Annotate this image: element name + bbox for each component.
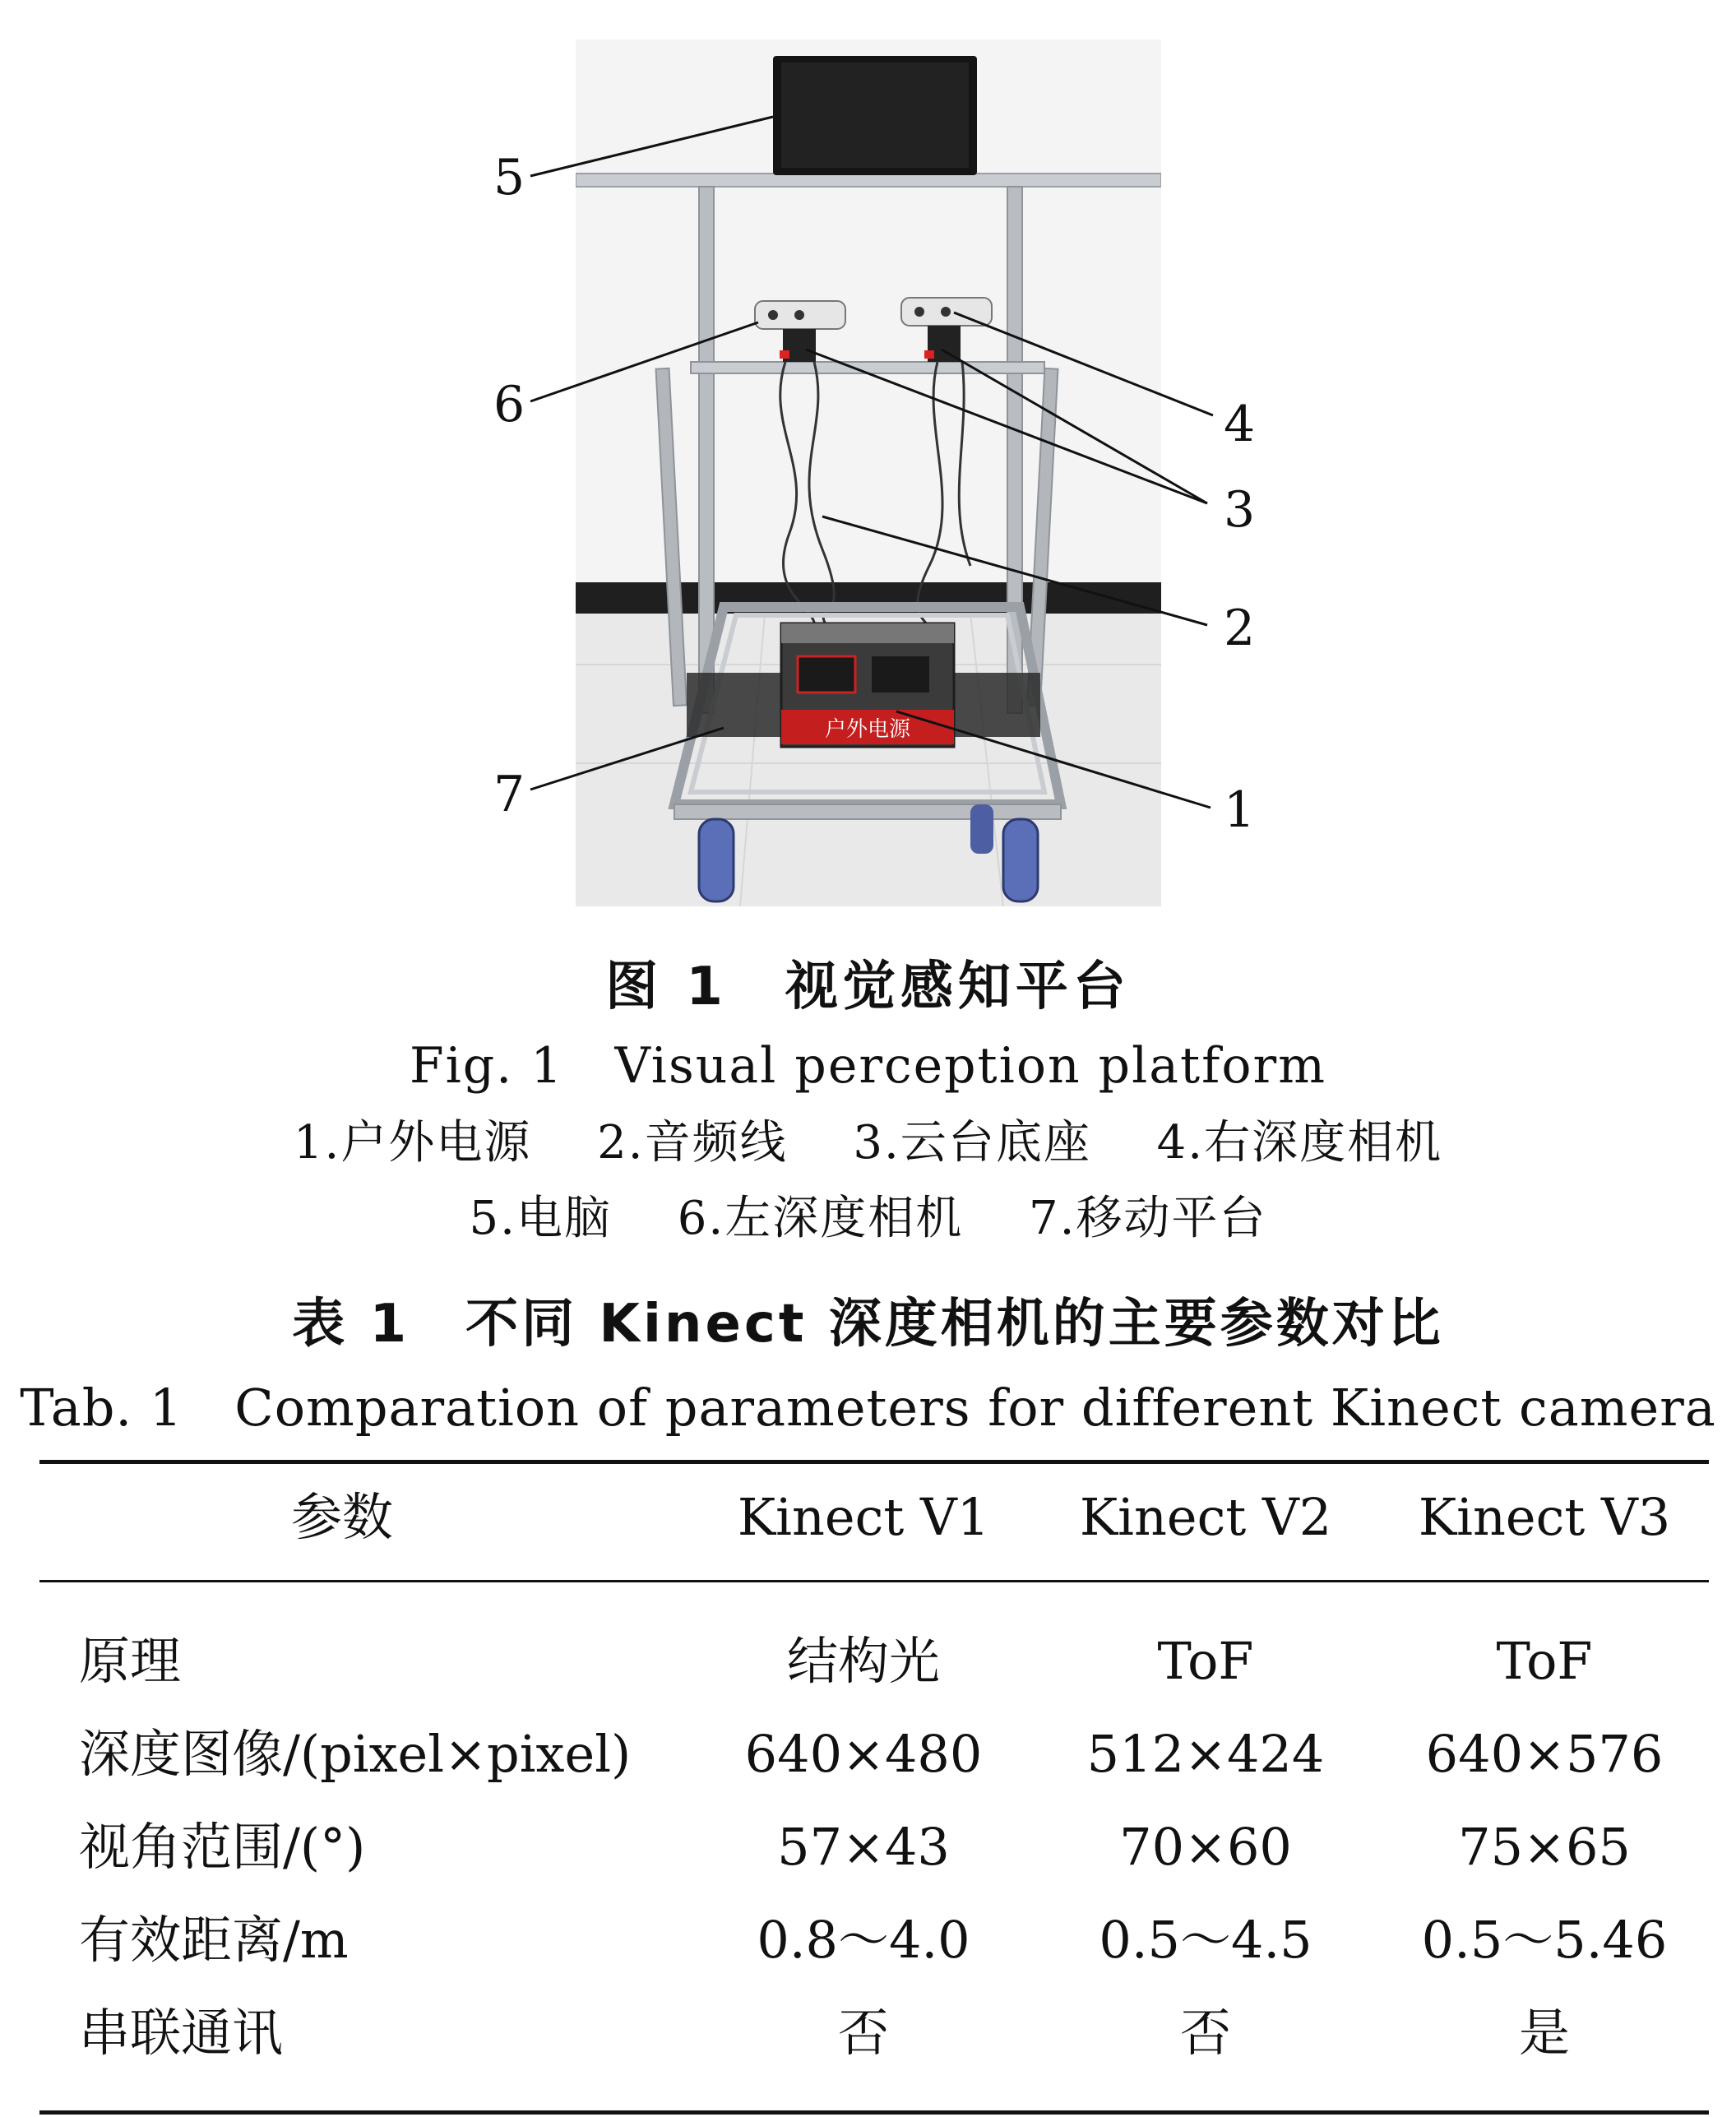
- table-cell: 0.8～4.0: [757, 1910, 970, 1970]
- table-cell: 否: [837, 2003, 889, 2063]
- legend-item: 1.户外电源: [293, 1116, 532, 1170]
- callout-4: 4: [1224, 396, 1256, 453]
- table-header-cell: Kinect V3: [1418, 1487, 1671, 1547]
- legend-item: 4.右深度相机: [1156, 1116, 1443, 1170]
- table-cell: 75×65: [1458, 1817, 1631, 1877]
- table-header-cell: Kinect V2: [1079, 1487, 1332, 1547]
- figure-title-en: Fig. 1 Visual perception platform: [409, 1037, 1327, 1095]
- legend-item: 7.移动平台: [1029, 1192, 1267, 1245]
- table-cell: 原理: [79, 1631, 182, 1691]
- table-cell: 深度图像/(pixel×pixel): [79, 1724, 632, 1784]
- table-cell: 0.5～5.46: [1421, 1910, 1668, 1970]
- legend-item: 5.电脑: [469, 1192, 612, 1245]
- callout-6: 6: [493, 376, 525, 433]
- table-cell: 是: [1518, 2003, 1570, 2063]
- table-top-rule: [39, 1460, 1709, 1464]
- legend-item: 3.云台底座: [853, 1116, 1091, 1170]
- table-header-rule: [39, 1580, 1709, 1582]
- power-box-label: 户外电源: [824, 717, 911, 742]
- callout-5: 5: [493, 149, 525, 206]
- table-cell: 512×424: [1086, 1724, 1325, 1784]
- table-title-zh: 表 1 不同 Kinect 深度相机的主要参数对比: [292, 1294, 1444, 1355]
- legend-item: 6.左深度相机: [677, 1192, 964, 1245]
- figure-legend-row-2: [0, 1182, 1736, 1248]
- callout-2: 2: [1224, 600, 1256, 657]
- legend-item: 2.音频线: [597, 1116, 788, 1170]
- callout-7: 7: [493, 766, 525, 823]
- table-bottom-rule: [39, 2110, 1709, 2115]
- table-cell: 有效距离/m: [79, 1910, 349, 1970]
- table-cell: 57×43: [777, 1817, 950, 1877]
- table-title-en: Tab. 1 Comparation of parameters for different Kinect camera: [20, 1378, 1716, 1438]
- table-cell: 否: [1179, 2003, 1231, 2063]
- table-cell: ToF: [1496, 1631, 1593, 1691]
- platform-photo: [576, 39, 1161, 906]
- table-cell: 0.5～4.5: [1099, 1910, 1312, 1970]
- table-cell: 70×60: [1119, 1817, 1292, 1877]
- figure-title-zh: 图 1 视觉感知平台: [605, 957, 1131, 1017]
- figure-legend-row-1: [0, 1106, 1736, 1172]
- callout-1: 1: [1224, 781, 1256, 839]
- table-cell: ToF: [1157, 1631, 1254, 1691]
- table-cell: 640×480: [744, 1724, 983, 1784]
- table-cell: 640×576: [1425, 1724, 1664, 1784]
- table-header-cell: 参数: [290, 1487, 393, 1547]
- table-header-cell: Kinect V1: [737, 1487, 990, 1547]
- callout-3: 3: [1224, 481, 1256, 539]
- table-cell: 视角范围/(°): [79, 1817, 366, 1877]
- platform-illustration: [576, 39, 1161, 906]
- table-cell: 串联通讯: [79, 2003, 284, 2063]
- table-cell: 结构光: [786, 1631, 940, 1691]
